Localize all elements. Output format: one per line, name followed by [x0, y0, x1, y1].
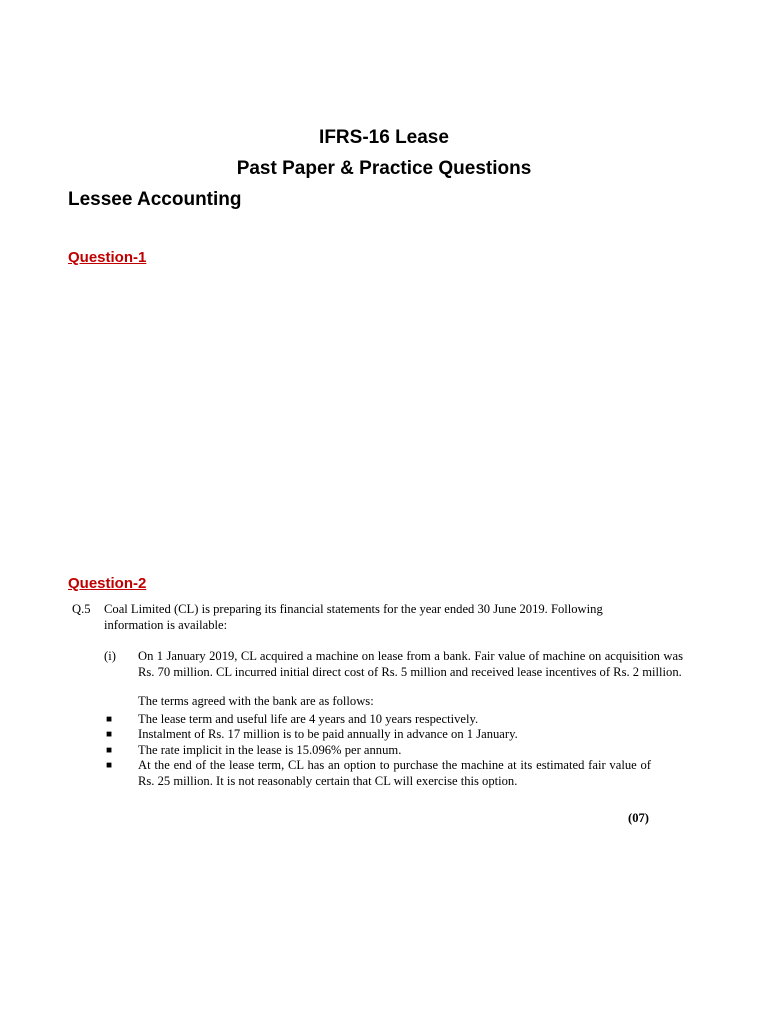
- part-text: On 1 January 2019, CL acquired a machine on lease from a bank. Fair value of machine on acquisition was Rs. 70 million. CL incurred initial direct cost of Rs. 5 million and received lease incentives of Rs. 2 million.: [138, 649, 683, 679]
- marks-label: (07): [628, 811, 649, 825]
- bullet-icon: ■: [106, 760, 113, 771]
- list-item: [106, 758, 651, 789]
- term-text: Instalment of Rs. 17 million is to be paid annually in advance on 1 January.: [138, 727, 518, 741]
- document-title: IFRS-16 Lease: [319, 127, 449, 148]
- bullet-icon: ■: [106, 744, 113, 756]
- bullet-icon: ■: [106, 713, 113, 725]
- term-text: At the end of the lease term, CL has an option to purchase the machine at its estimated fair value of Rs. 25 million. It is not reasonably certain that CL will exercise this option.: [138, 758, 651, 788]
- terms-intro: The terms agreed with the bank are as follows:: [138, 694, 374, 708]
- part-label: (i): [104, 649, 116, 663]
- document-subtitle: Past Paper & Practice Questions: [236, 158, 532, 179]
- list-item: [106, 712, 651, 728]
- list-item: [106, 727, 651, 743]
- list-item: [106, 743, 651, 759]
- question-2-heading: Question-2: [68, 575, 147, 592]
- question-part: [72, 649, 683, 680]
- question-2-body: [72, 602, 683, 789]
- terms-list: [106, 712, 662, 790]
- question-intro: Coal Limited (CL) is preparing its financial statements for the year ended 30 June 2019. Following information is available:: [104, 602, 603, 632]
- term-text: The lease term and useful life are 4 years and 10 years respectively.: [138, 711, 479, 726]
- section-heading: Lessee Accounting: [68, 189, 242, 210]
- term-text: The rate implicit in the lease is 15.096% per annum.: [138, 742, 402, 757]
- bullet-icon: ■: [106, 729, 113, 740]
- question-number: Q.5: [72, 602, 91, 616]
- question-1-heading: Question-1: [68, 249, 147, 266]
